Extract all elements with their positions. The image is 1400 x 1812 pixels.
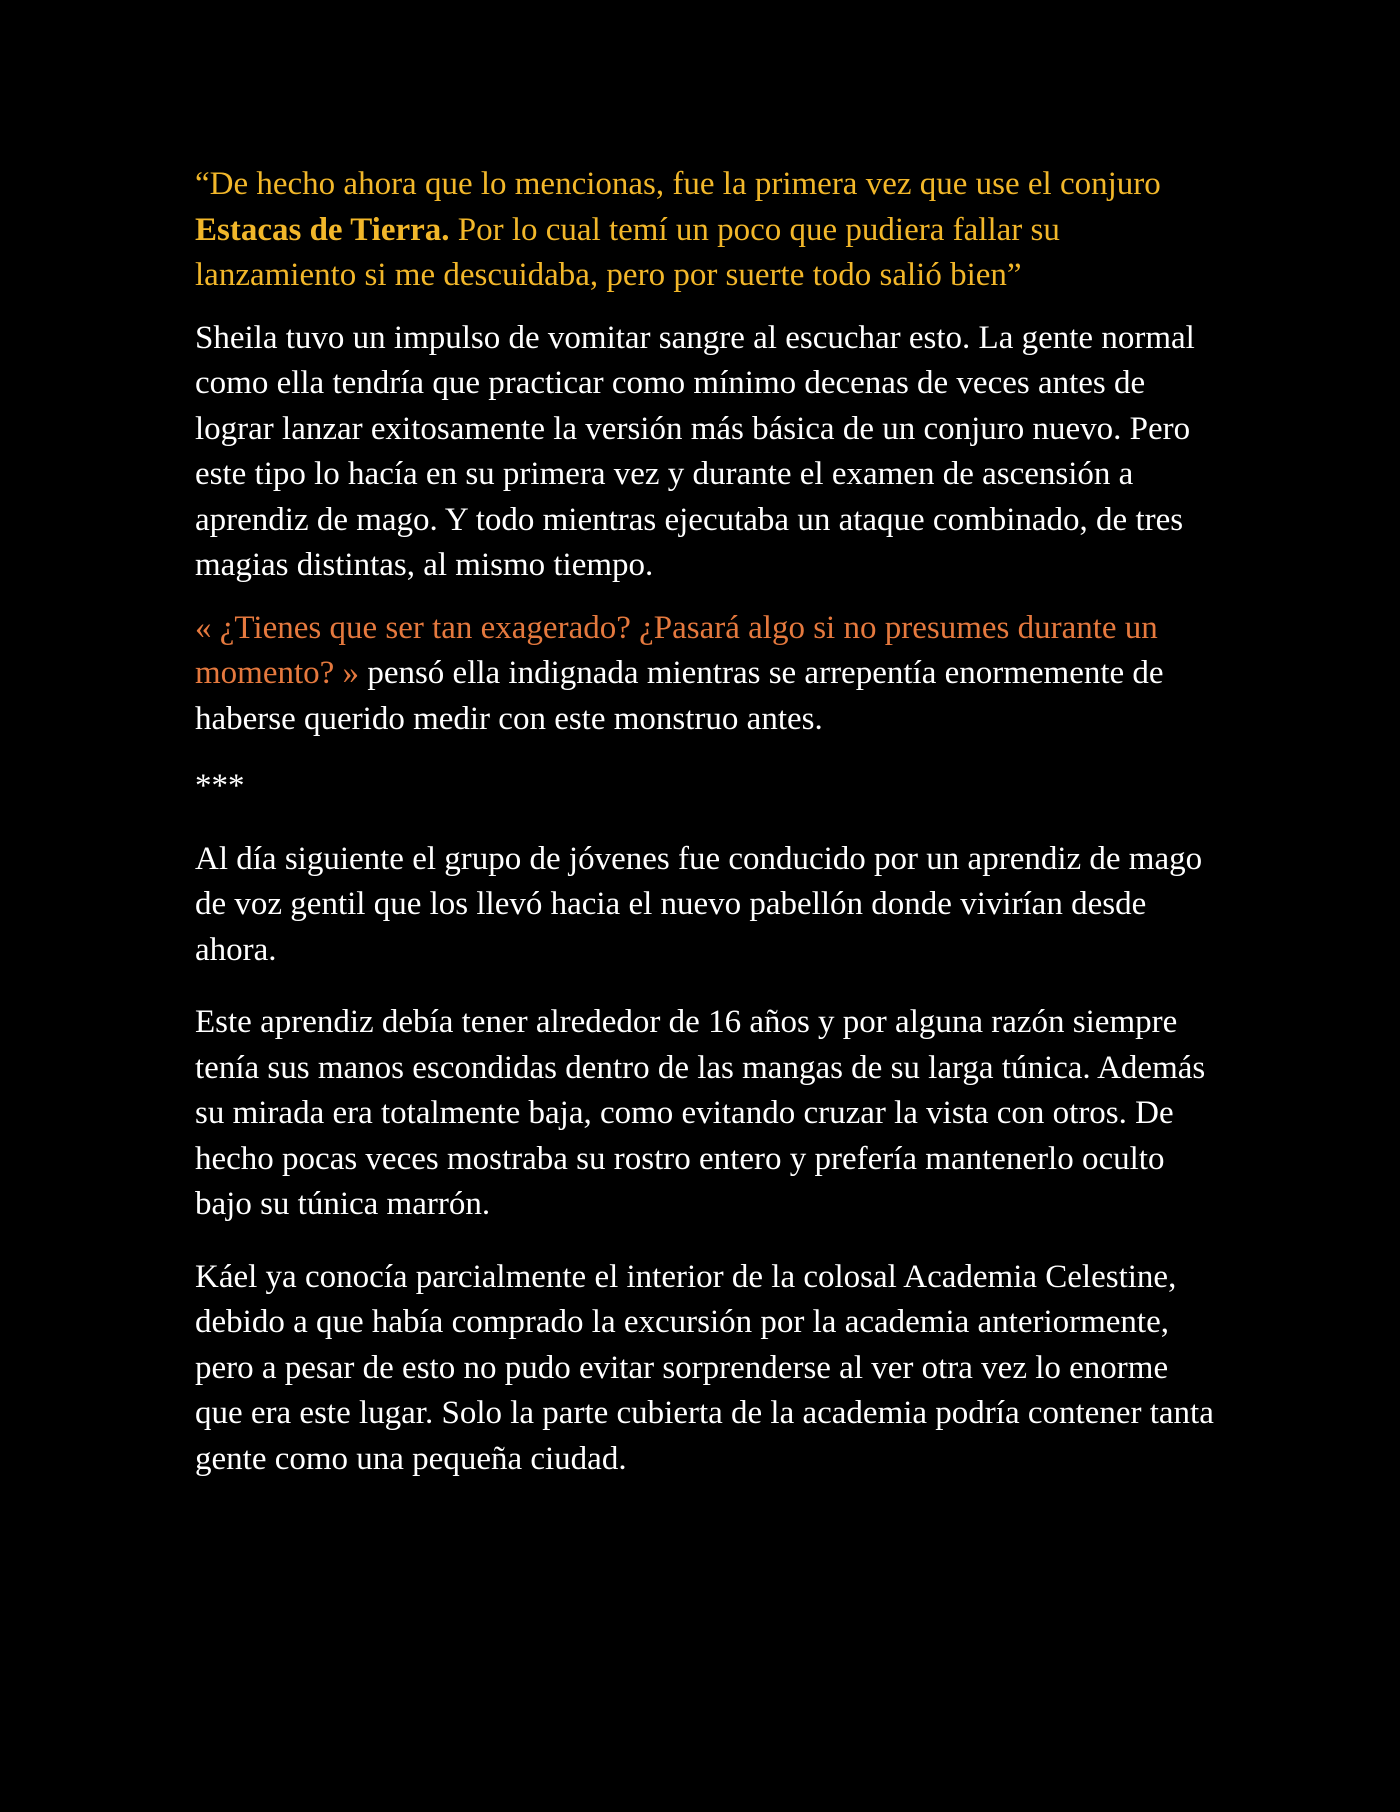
narration-paragraph-sheila: Sheila tuvo un impulso de vomitar sangre al escuchar esto. La gente normal como ella tendría que practicar como mínimo decenas de veces antes de lograr lanzar exitosamente la versión más básica de un conjuro nuevo. Pero este tipo lo hacía en su primera vez y durante el examen de ascensión a aprendiz de mago. Y todo mientras ejecutaba un ataque combinado, de tres magias distintas, al mismo tiempo. [195,319,1195,583]
thought-narration: pensó ella indignada mientras se arrepentía enormemente de haberse querido medir con este monstruo antes. [195,655,1164,737]
thought-paragraph [195,606,1215,743]
narration-paragraph-apprentice: Este aprendiz debía tener alrededor de 16 años y por alguna razón siempre tenía sus manos escondidas dentro de las mangas de su larga túnica. Además su mirada era totalmente baja, como evitando cruzar la vista con otros. De hecho pocas veces mostraba su rostro entero y prefería mantenerlo oculto bajo su túnica marrón. [195,1004,1206,1222]
dialogue-text-end: Por lo cual temí un poco que pudiera fallar su lanzamiento si me descuidaba, pero por suerte todo salió bien” [195,211,1060,293]
thought-text: « ¿Tienes que ser tan exagerado? ¿Pasará algo si no presumes durante un momento? » [195,609,1158,691]
narration-paragraph-next-day: Al día siguiente el grupo de jóvenes fue conducido por un aprendiz de mago de voz gentil que los llevó hacia el nuevo pabellón donde vivirían desde ahora. [195,840,1203,968]
narration-paragraph-academy: Káel ya conocía parcialmente el interior de la colosal Academia Celestine, debido a que había comprado la excursión por la academia anteriormente, pero a pesar de esto no pudo evitar sorprenderse al ver otra vez lo enorme que era este lugar. Solo la parte cubierta de la academia podría contener tanta gente como una pequeña ciudad. [195,1258,1214,1477]
dialogue-paragraph [195,162,1215,299]
scene-separator: *** [195,768,245,804]
document-page [195,162,1215,1482]
dialogue-text-start: “De hecho ahora que lo mencionas, fue la primera vez que use el conjuro [195,166,1161,202]
spell-name: Estacas de Tierra. [195,211,450,248]
